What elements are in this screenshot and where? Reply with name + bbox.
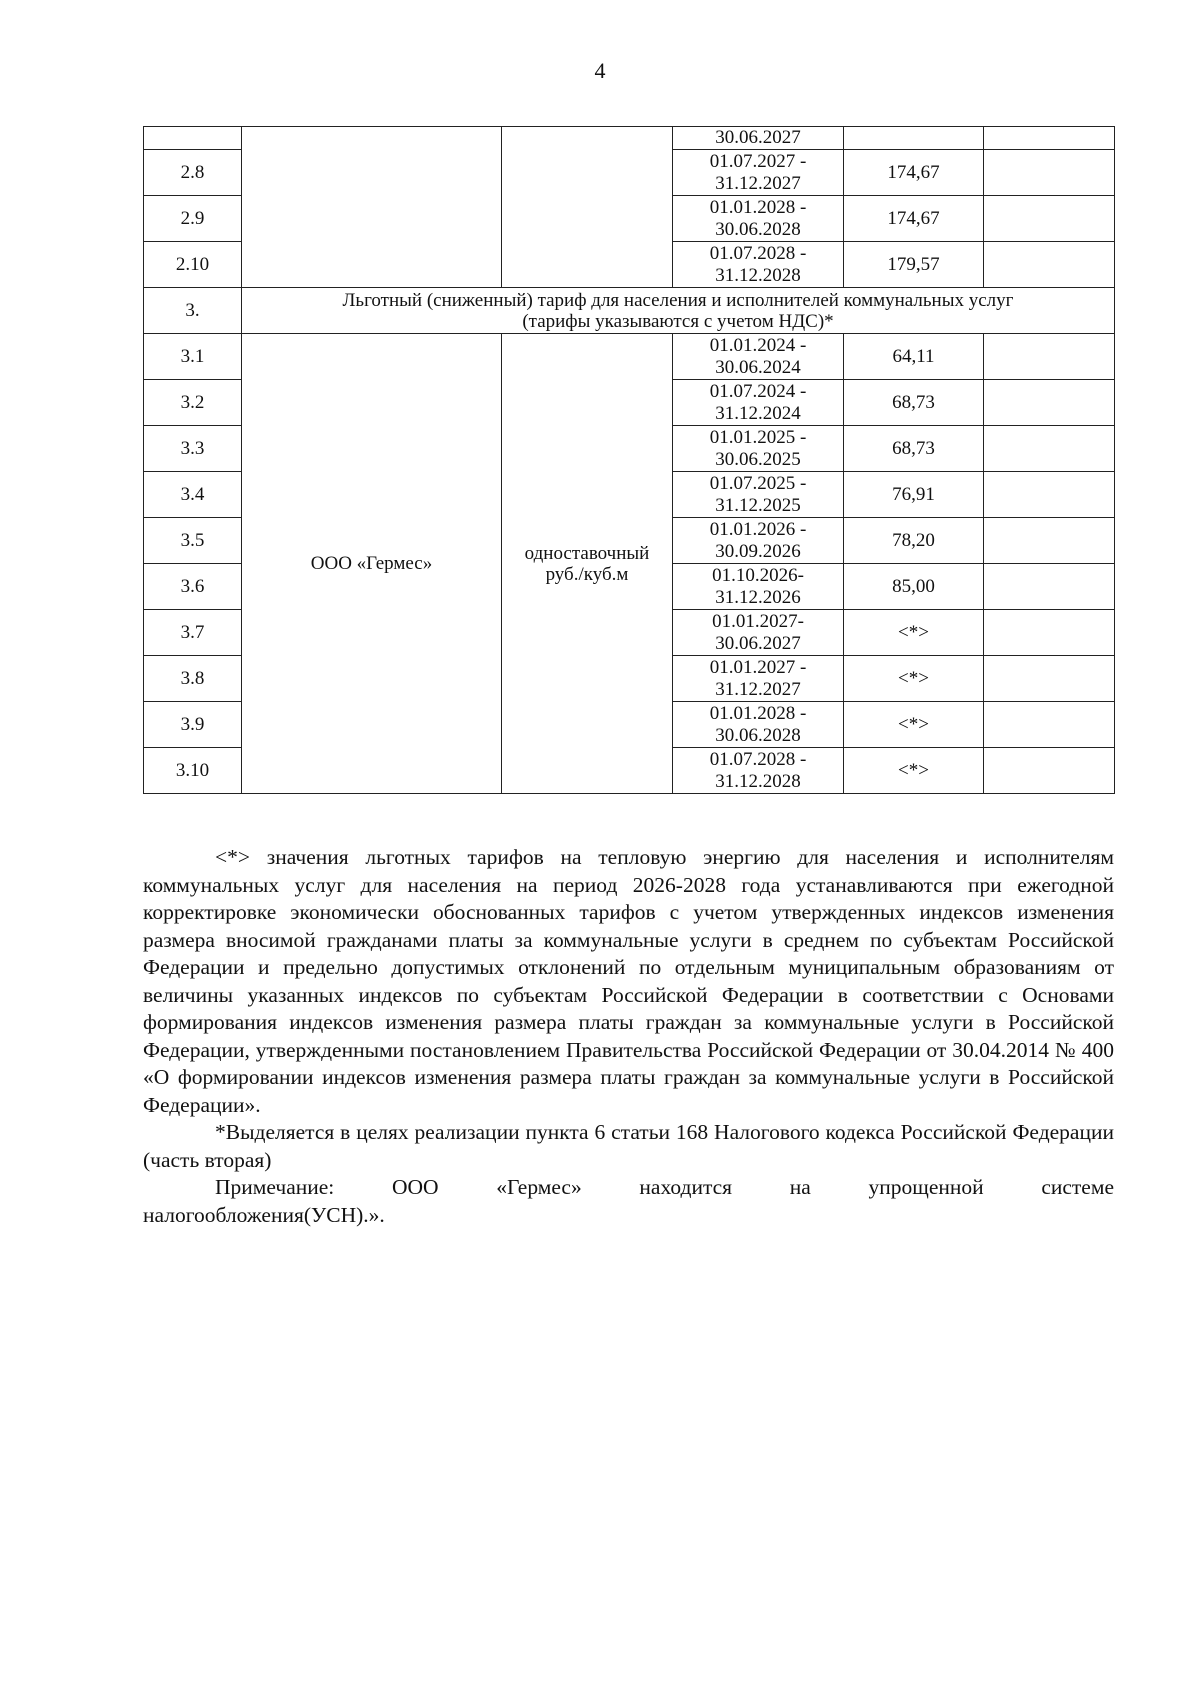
row-number-cell: 3.9 — [144, 702, 242, 748]
period-cell: 01.10.2026- 31.12.2026 — [673, 564, 844, 610]
table-row — [144, 127, 1115, 150]
period-cell: 01.01.2026 - 30.09.2026 — [673, 518, 844, 564]
row-number-cell: 3.5 — [144, 518, 242, 564]
row-number-cell: 3.1 — [144, 334, 242, 380]
empty-cell — [984, 150, 1115, 196]
value-cell: <*> — [844, 610, 984, 656]
row-number-cell: 2.9 — [144, 196, 242, 242]
row-number-cell: 3.6 — [144, 564, 242, 610]
value-cell: 179,57 — [844, 242, 984, 288]
empty-cell — [984, 334, 1115, 380]
tariff-type-cell: одноставочный руб./куб.м — [502, 334, 673, 794]
empty-cell — [984, 656, 1115, 702]
empty-cell — [984, 748, 1115, 794]
row-number-cell: 2.8 — [144, 150, 242, 196]
period-cell: 01.01.2028 - 30.06.2028 — [673, 196, 844, 242]
period-cell: 01.01.2027 - 31.12.2027 — [673, 656, 844, 702]
value-cell: 68,73 — [844, 426, 984, 472]
row-number-cell: 3.3 — [144, 426, 242, 472]
period-cell: 01.07.2024 - 31.12.2024 — [673, 380, 844, 426]
period-cell: 01.07.2025 - 31.12.2025 — [673, 472, 844, 518]
period-cell: 30.06.2027 — [673, 127, 844, 150]
note-remark: Примечание: ООО «Гермес» находится на упрощенной системе — [215, 1175, 1114, 1199]
empty-cell — [984, 127, 1115, 150]
period-cell: 01.01.2025 - 30.06.2025 — [673, 426, 844, 472]
period-cell: 01.07.2027 - 31.12.2027 — [673, 150, 844, 196]
empty-cell — [984, 564, 1115, 610]
empty-cell — [984, 472, 1115, 518]
section-header-row — [144, 288, 1115, 334]
value-cell: <*> — [844, 656, 984, 702]
empty-cell — [984, 380, 1115, 426]
value-cell: 174,67 — [844, 150, 984, 196]
value-cell: <*> — [844, 748, 984, 794]
page-number: 4 — [594, 58, 606, 83]
tariff-table — [143, 126, 1115, 794]
organization-cell: ООО «Гермес» — [242, 334, 502, 794]
notes-section — [143, 844, 1114, 1229]
row-number-cell: 3.4 — [144, 472, 242, 518]
note-vat-explanation: *Выделяется в целях реализации пункта 6 статьи 168 Налогового кодекса Российской Федерации (часть вторая) — [143, 1120, 1114, 1172]
note-remark-end: налогообложения(УСН).». — [143, 1202, 385, 1227]
empty-cell — [984, 426, 1115, 472]
empty-cell — [984, 610, 1115, 656]
table-row — [144, 334, 1115, 380]
row-number-cell: 2.10 — [144, 242, 242, 288]
empty-cell — [984, 196, 1115, 242]
value-cell: 76,91 — [844, 472, 984, 518]
empty-cell — [984, 518, 1115, 564]
period-cell: 01.01.2024 - 30.06.2024 — [673, 334, 844, 380]
section-title-cell: Льготный (сниженный) тариф для населения и исполнителей коммунальных услуг (тарифы указываются с учетом НДС)* — [242, 288, 1115, 334]
row-number-cell: 3.2 — [144, 380, 242, 426]
value-cell: 78,20 — [844, 518, 984, 564]
row-number-cell: 3.10 — [144, 748, 242, 794]
value-cell — [844, 127, 984, 150]
note-asterisk-explanation: <*> значения льготных тарифов на тепловую энергию для населения и исполнителям коммунальных услуг для населения на период 2026-2028 года устанавливаются при ежегодной корректировке экономически обоснованных тарифов с учетом утвержденных индексов изменения размера вносимой гражданами платы за коммунальные услуги в среднем по субъектам Российской Федерации и предельно допустимых отклонений по отдельным муниципальным образованиям от величины указанных индексов по субъектам Российской Федерации в соответствии с Основами формирования индексов изменения размера платы граждан за коммунальные услуги в Российской Федерации, утвержденными постановлением Правительства Российской Федерации от 30.04.2014 № 400 «О формировании индексов изменения размера платы граждан за коммунальные услуги в Российской Федерации». — [143, 845, 1114, 1117]
tariff-type-cell — [502, 127, 673, 288]
period-cell: 01.07.2028 - 31.12.2028 — [673, 748, 844, 794]
value-cell: 85,00 — [844, 564, 984, 610]
organization-cell — [242, 127, 502, 288]
row-number-cell: 3.8 — [144, 656, 242, 702]
value-cell: 174,67 — [844, 196, 984, 242]
empty-cell — [984, 702, 1115, 748]
row-number-cell: 3. — [144, 288, 242, 334]
value-cell: 64,11 — [844, 334, 984, 380]
value-cell: <*> — [844, 702, 984, 748]
row-number-cell: 3.7 — [144, 610, 242, 656]
empty-cell — [984, 242, 1115, 288]
period-cell: 01.01.2028 - 30.06.2028 — [673, 702, 844, 748]
period-cell: 01.07.2028 - 31.12.2028 — [673, 242, 844, 288]
period-cell: 01.01.2027- 30.06.2027 — [673, 610, 844, 656]
row-number-cell — [144, 127, 242, 150]
value-cell: 68,73 — [844, 380, 984, 426]
